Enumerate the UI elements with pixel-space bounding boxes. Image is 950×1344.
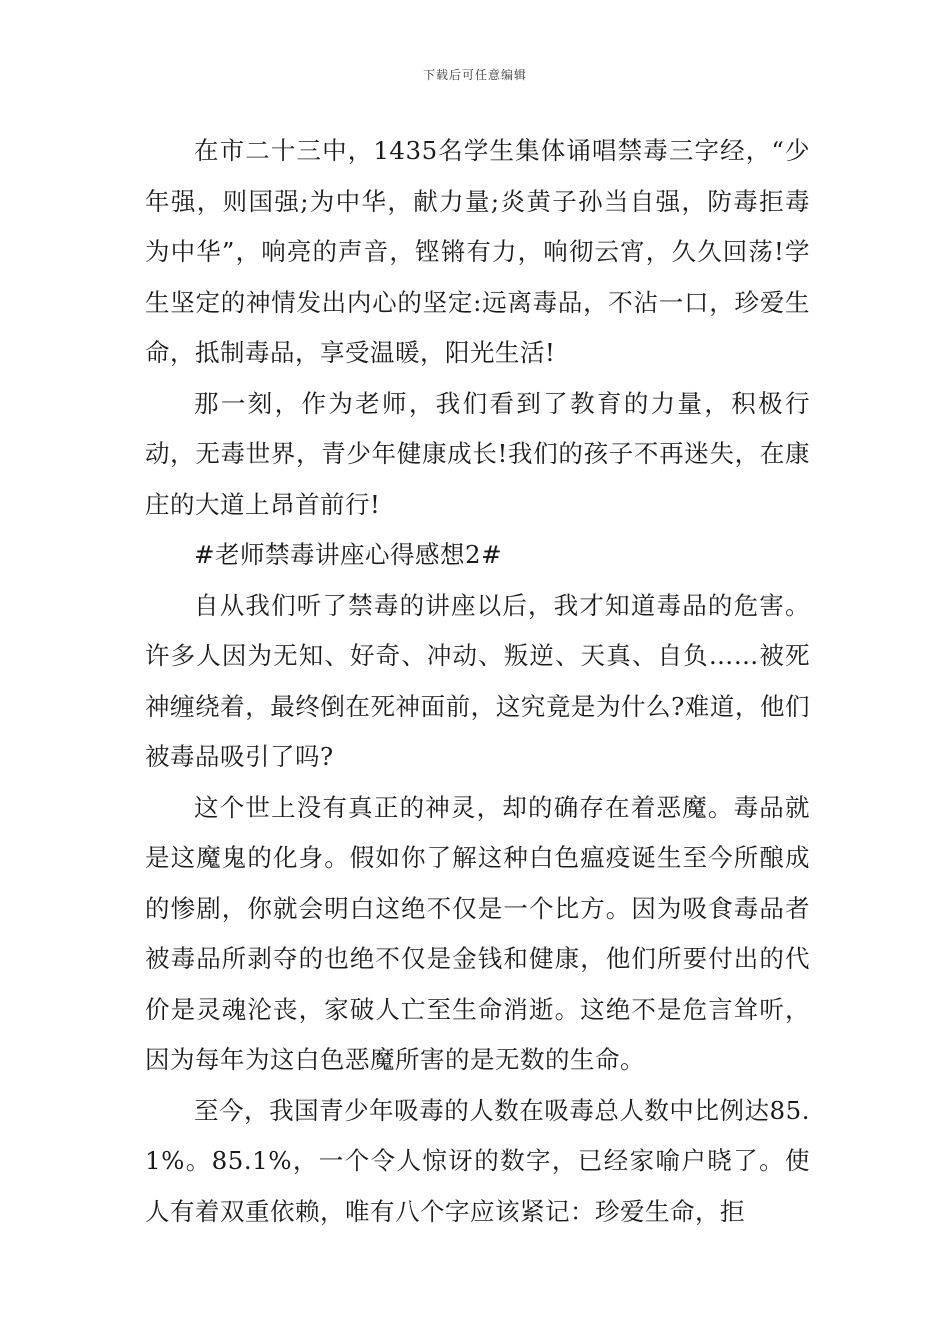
section-heading: #老师禁毒讲座心得感想2# [194, 540, 503, 569]
paragraph-5: 至今，我国青少年吸毒的人数在吸毒总人数中比例达85.1%。85.1%，一个令人惊讶的数字，已经家喻户晓了。使人有着双重依赖，唯有八个字应该紧记：珍爱生命，拒 [145, 1095, 810, 1226]
paragraph-2: 那一刻，作为老师，我们看到了教育的力量，积极行动，无毒世界，青少年健康成长!我们的孩子不再迷失，在康庄的大道上昂首前行! [145, 388, 810, 519]
paragraph-4: 这个世上没有真正的神灵，却的确存在着恶魔。毒品就是这魔鬼的化身。假如你了解这种白色瘟疫诞生至今所酿成的惨剧，你就会明白这绝不仅是一个比方。因为吸食毒品者被毒品所剥夺的也绝不仅是金钱和健康，他们所要付出的代价是灵魂沦丧，家破人亡至生命消逝。这绝不是危言耸听，因为每年为这白色恶魔所害的是无数的生命。 [145, 792, 810, 1074]
document-body [145, 126, 810, 1237]
paragraph-1: 在市二十三中，1435名学生集体诵唱禁毒三字经，“少年强，则国强;为中华，献力量;炎黄子孙当自强，防毒拒毒为中华”，响亮的声音，铿锵有力，响彻云宵，久久回荡!学生坚定的神情发出内心的坚定:远离毒品，不沾一口，珍爱生命，抵制毒品，享受温暖，阳光生活! [145, 136, 810, 367]
page-header: 下载后可任意编辑 [422, 68, 527, 82]
paragraph-3: 自从我们听了禁毒的讲座以后，我才知道毒品的危害。许多人因为无知、好奇、冲动、叛逆、天真、自负……被死神缠绕着，最终倒在死神面前，这究竟是为什么?难道，他们被毒品吸引了吗? [145, 590, 810, 771]
